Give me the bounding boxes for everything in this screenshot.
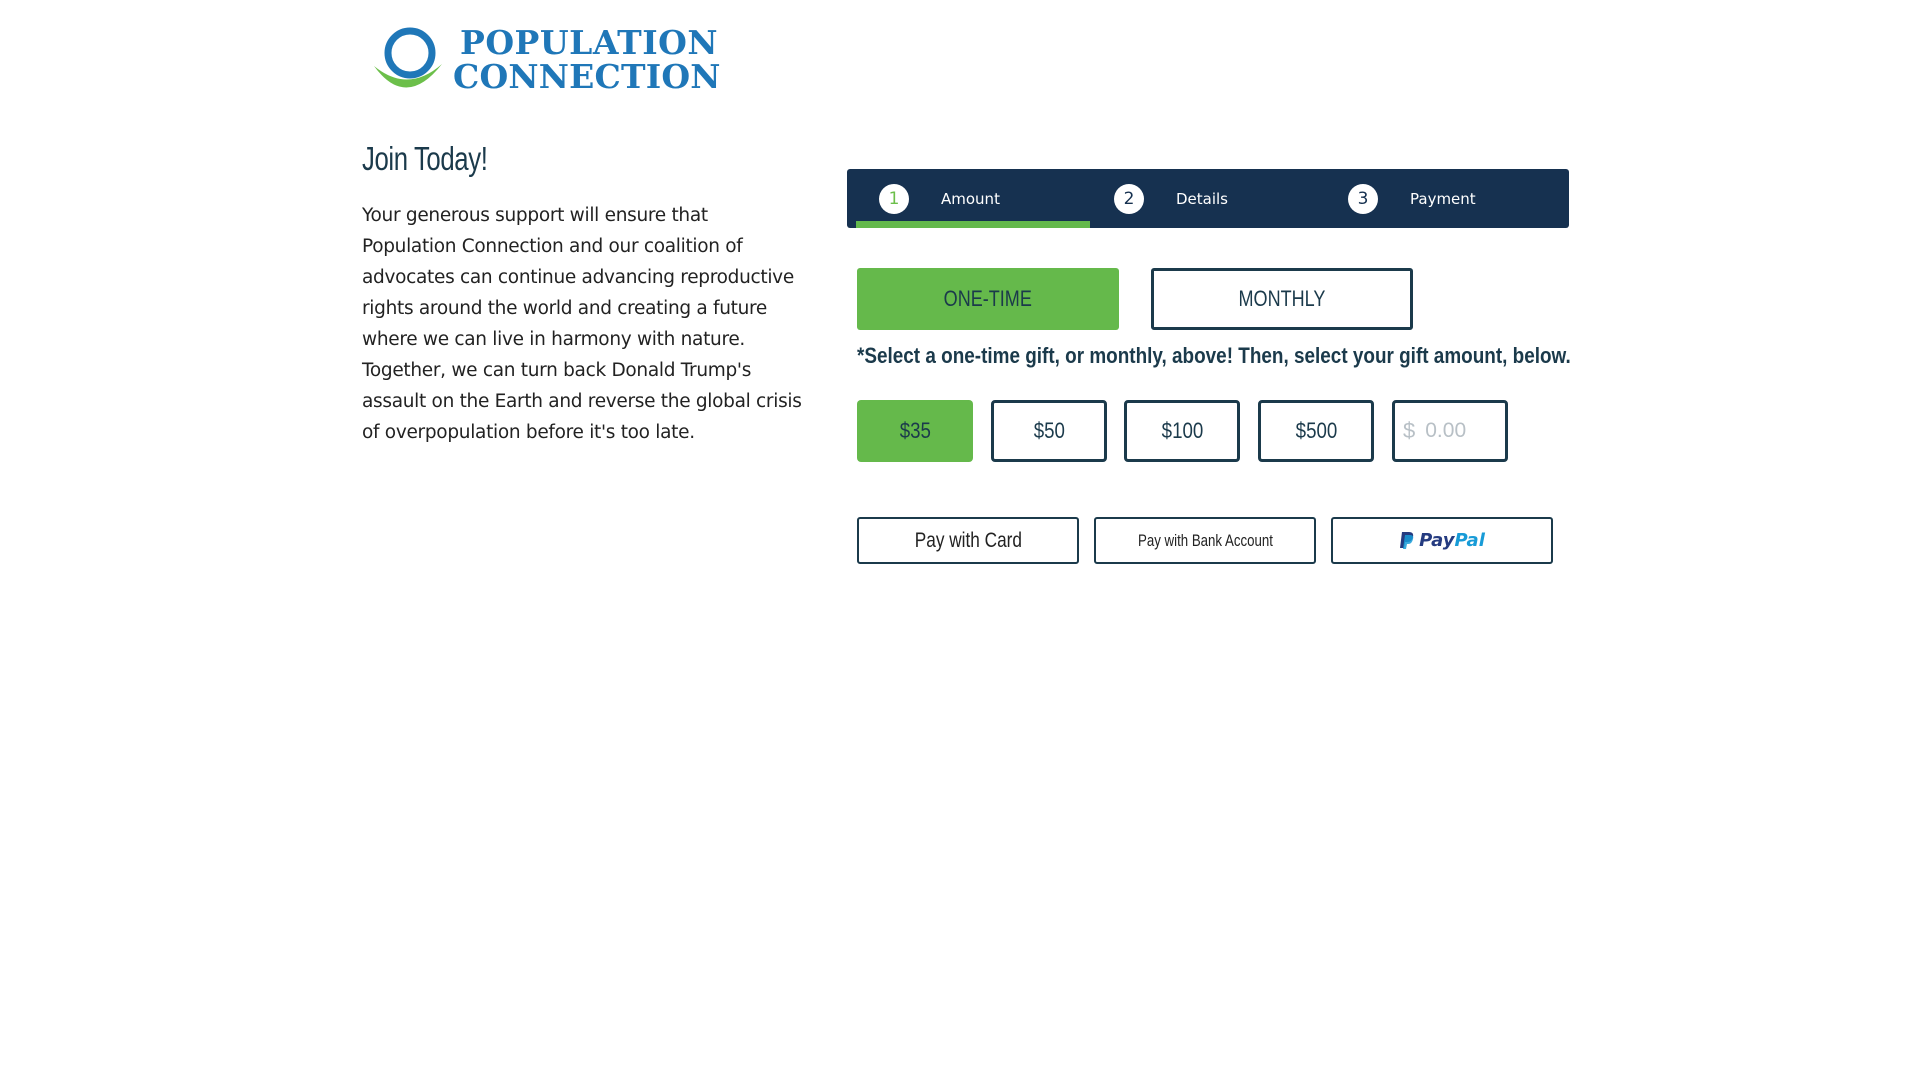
step-number: 2 (1114, 184, 1144, 214)
progress-steps (847, 169, 1569, 228)
step-number: 3 (1348, 184, 1378, 214)
logo-line1: POPULATION (460, 22, 719, 62)
step-label: Payment (1410, 189, 1476, 208)
pay-card-label: Pay with Card (914, 528, 1022, 552)
amount-50-button[interactable] (991, 400, 1107, 462)
step-label: Details (1176, 189, 1229, 208)
amount-label: $35 (899, 418, 931, 443)
amount-label: $50 (1033, 418, 1065, 443)
amount-label: $500 (1295, 418, 1337, 443)
custom-amount-field[interactable] (1392, 400, 1508, 462)
page-title: Join Today! (362, 140, 488, 177)
pay-with-bank-button[interactable] (1094, 517, 1316, 564)
population-connection-logo[interactable] (370, 22, 721, 97)
currency-symbol: $ (1403, 418, 1416, 443)
step-details[interactable] (1114, 169, 1228, 228)
active-step-indicator (856, 221, 1090, 228)
custom-amount-input[interactable] (1423, 418, 1487, 444)
one-time-label: ONE-TIME (943, 286, 1033, 311)
monthly-label: MONTHLY (1238, 286, 1326, 311)
amount-label: $100 (1161, 418, 1203, 443)
paypal-button[interactable] (1331, 517, 1553, 564)
step-number: 1 (879, 184, 909, 214)
paypal-logo (1399, 530, 1485, 551)
monthly-button[interactable] (1151, 268, 1413, 330)
intro-section (362, 140, 802, 448)
logo-mark-icon (370, 22, 445, 97)
pay-with-card-button[interactable] (857, 517, 1079, 564)
intro-text: Your generous support will ensure that Population Connection and our coalition of advocates can continue advancing reproductive rights around the world and creating a future where we can live in harmony with nature. Together, we can turn back Donald Trump's assault on the Earth and reverse the global crisis of overpopulation before it's too late. (362, 205, 802, 443)
amount-500-button[interactable] (1258, 400, 1374, 462)
logo-line2: CONNECTION (453, 56, 721, 96)
gift-instructions: *Select a one-time gift, or monthly, above! Then, select your gift amount, below. (857, 343, 1571, 368)
amount-35-button[interactable] (857, 400, 973, 462)
paypal-text-pal: Pal (1454, 530, 1485, 551)
logo-wordmark (453, 22, 721, 96)
step-amount[interactable] (879, 169, 1000, 228)
paypal-text-pay: Pay (1419, 530, 1455, 551)
amount-100-button[interactable] (1124, 400, 1240, 462)
paypal-icon (1399, 531, 1415, 550)
step-label: Amount (941, 189, 1000, 208)
step-payment[interactable] (1348, 169, 1476, 228)
one-time-button[interactable] (857, 268, 1119, 330)
pay-bank-label: Pay with Bank Account (1137, 530, 1273, 550)
